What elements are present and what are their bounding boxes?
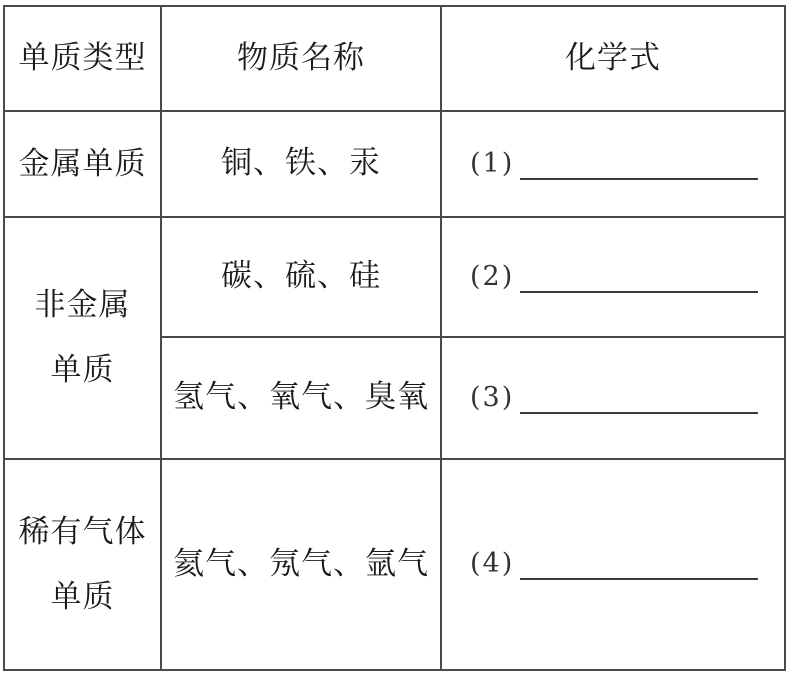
substance-names-nonmetal-gas: 氢气、氧气、臭氧 [161,337,441,459]
header-chemical-formula: 化学式 [441,6,785,111]
answer-blank-2[interactable] [520,261,758,293]
substance-names-noble-gas: 氦气、氖气、氩气 [161,459,441,670]
header-substance-name: 物质名称 [161,6,441,111]
answer-blank-1[interactable] [520,148,758,180]
substance-names-nonmetal-solid: 碳、硫、硅 [161,217,441,337]
type-label-metal: 金属单质 [18,145,147,182]
table-row-nonmetal-solid [4,217,785,337]
table-row-metal [4,111,785,217]
blank-number-1: (1) [470,147,515,179]
header-element-type: 单质类型 [4,6,161,111]
type-cell-nonmetal [4,217,161,459]
blank-number-3: (3) [470,381,515,413]
formula-cell-3 [441,337,785,459]
type-label-noble-line2: 单质 [50,578,115,615]
answer-blank-4[interactable] [520,548,758,580]
type-label-noble-line1: 稀有气体 [18,513,147,550]
element-classification-table [3,5,786,671]
blank-number-4: (4) [470,548,515,580]
type-cell-noble-gas [4,459,161,670]
blank-number-2: (2) [470,260,515,292]
type-cell-metal [4,111,161,217]
substance-names-metal: 铜、铁、汞 [161,111,441,217]
type-label-nonmetal-line1: 非金属 [34,287,131,323]
table-row-noble-gas [4,459,785,670]
formula-cell-1 [441,111,785,217]
answer-blank-3[interactable] [520,382,758,414]
formula-cell-4 [441,459,785,670]
table-header-row [4,6,785,111]
formula-cell-2 [441,217,785,337]
type-label-nonmetal-line2: 单质 [50,352,115,388]
